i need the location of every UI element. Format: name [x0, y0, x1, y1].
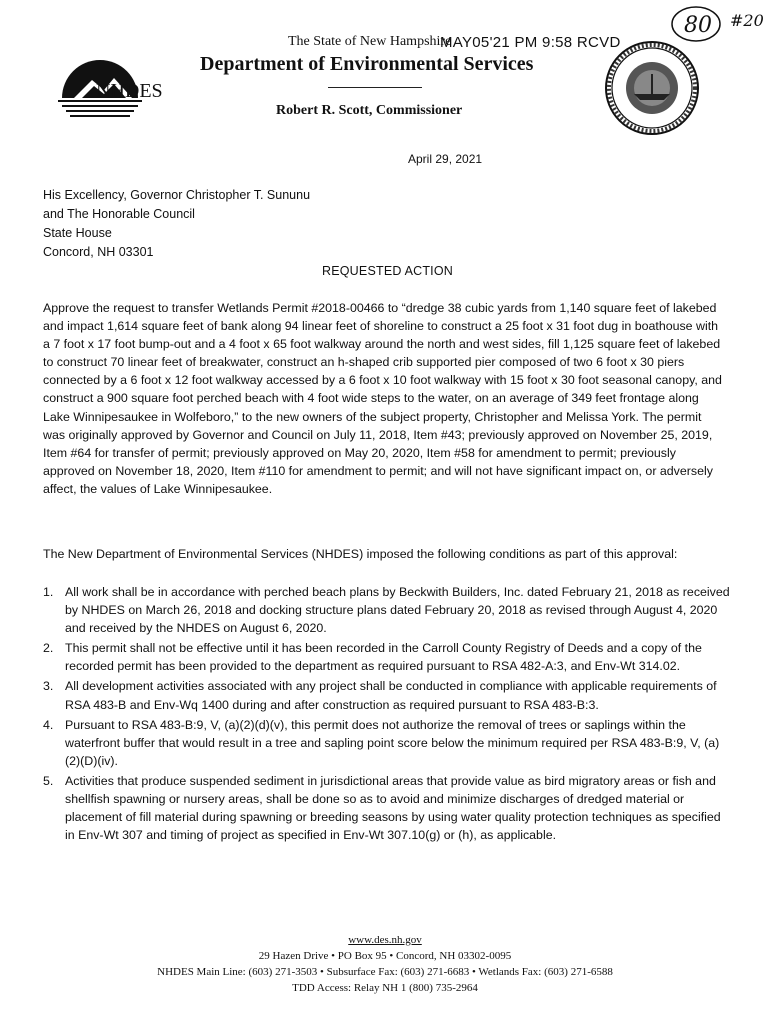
condition-number: 2.: [43, 641, 54, 656]
svg-text:#20: #20: [730, 11, 764, 30]
addressee-line: Concord, NH 03301: [43, 245, 154, 259]
requested-action-heading: REQUESTED ACTION: [322, 264, 453, 278]
condition-number: 1.: [43, 585, 54, 599]
condition-item: [43, 677, 733, 713]
state-line: The State of New Hampshire: [288, 34, 452, 49]
handwritten-note: [668, 4, 768, 48]
condition-text: Pursuant to RSA 483-B:9, V, (a)(2)(d)(v), this permit does not authorize the removal of trees or saplings within the waterfront buffer that would result in a tree and sapling point score below the minimum required per RSA 483-B:9, V, (a)(2)(D)(iv).: [65, 717, 720, 768]
footer-website-link[interactable]: www.des.nh.gov: [348, 934, 422, 946]
conditions-list: [43, 583, 733, 846]
commissioner-line: Robert R. Scott, Commissioner: [276, 103, 463, 118]
state-seal-icon: [604, 40, 700, 136]
footer-address: 29 Hazen Drive • PO Box 95 • Concord, NH 03302-0095: [258, 950, 512, 962]
condition-text: All development activities associated with any project shall be conducted in compliance with applicable requirements of RSA 483-B and Env-Wq 1400 during and after construction as required pursuant to RSA 483-B:3.: [65, 679, 717, 712]
condition-number: 3.: [43, 679, 54, 694]
letter-date: April 29, 2021: [408, 152, 483, 166]
footer: [0, 932, 770, 996]
condition-item: [43, 716, 733, 770]
logo-text: NHDES: [96, 80, 163, 102]
addressee-line: and The Honorable Council: [43, 207, 195, 221]
received-stamp: MAY05'21 PM 9:58 RCVD: [440, 34, 621, 51]
department-title: Department of Environmental Services: [200, 53, 534, 75]
nhdes-logo: [52, 40, 182, 130]
condition-number: 4.: [43, 717, 54, 732]
condition-item: [43, 583, 733, 637]
addressee-block: [43, 186, 310, 262]
condition-text: Activities that produce suspended sediment in jurisdictional areas that provide value as bird migratory areas or fish and shellfish spawning or nursery areas, shall be done so as to avoid and minimize discharges of dredged material or placement of fill material during spawning or breeding seasons by using water quality protection techniques as specified in Env-Wt 307 and timing of project as specified in Env-Wt 307.10(g) or (h), as applicable.: [65, 773, 721, 843]
condition-item: [43, 639, 733, 675]
request-paragraph: Approve the request to transfer Wetlands Permit #2018-00466 to “dredge 38 cubic yards from 1,140 square feet of lakebed and impact 1,614 square feet of bank along 94 linear feet of shoreline to construct a 25 foot x 31 foot dug in boathouse with a 7 foot x 17 foot bump-out and a 4 foot x 65 foot walkway around the north and west sides, fill 1,125 square feet of lakebed to construct 70 linear feet of breakwater, construct an h-shaped crib supported pier composed of two 6 foot x 30 piers connected by a 6 foot x 12 foot walkway accessed by a 6 foot x 10 foot walkway with 15 foot x 30 foot seasonal canopy, and construct a 900 square foot perched beach with 4 foot wide steps to the water, on an average of 349 feet frontage along Lake Winnipesaukee in Wolfeboro,” to the new owners of the subject property, Christopher and Melissa York. The permit was originally approved by Governor and Council on July 11, 2018, Item #43; previously approved on November 25, 2019, Item #64 for transfer of permit; previously approved on May 20, 2020, Item #58 for amendment to permit; previously approved on November 18, 2020, Item #110 for amendment to permit; and will not have significant impact on, or adversely affect, the values of Lake Winnipesaukee.: [43, 301, 722, 496]
condition-text: All work shall be in accordance with perched beach plans by Beckwith Builders, Inc. dated February 21, 2018 as received by NHDES on March 26, 2018 and docking structure plans dated February 20, 2018 as revised through August 4, 2020 and received by the NHDES on August 6, 2020.: [65, 585, 730, 636]
addressee-line: State House: [43, 226, 112, 240]
conditions-intro: The New Department of Environmental Services (NHDES) imposed the following conditions as part of this approval:: [43, 547, 678, 561]
addressee-line: His Excellency, Governor Christopher T. Sununu: [43, 188, 311, 202]
condition-text: This permit shall not be effective until it has been recorded in the Carroll County Registry of Deeds and a copy of the recorded permit has been provided to the department as required pursuant to RSA 482-A:3, and Env-Wt 314.02.: [65, 641, 702, 674]
condition-item: [43, 772, 733, 844]
title-divider: [328, 87, 422, 88]
footer-tdd: TDD Access: Relay NH 1 (800) 735-2964: [292, 982, 478, 994]
svg-text:80: 80: [684, 13, 712, 38]
footer-phones: NHDES Main Line: (603) 271-3503 • Subsurface Fax: (603) 271-6683 • Wetlands Fax: (603) 271-6588: [157, 966, 613, 978]
condition-number: 5.: [43, 773, 54, 788]
